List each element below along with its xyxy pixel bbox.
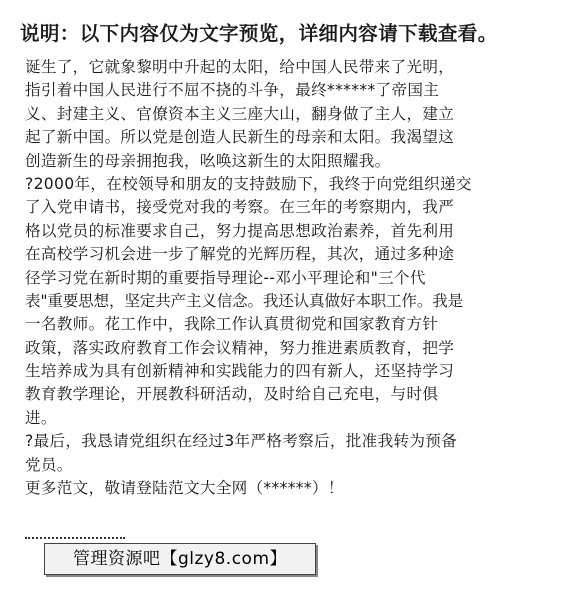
text-line: 创造新生的母亲拥抱我，吆唤这新生的太阳照耀我。	[25, 151, 391, 170]
text-line: 一名教师。花工作中，我除工作认真贯彻党和国家教育方针	[25, 315, 439, 334]
text-line: 教育教学理论，开展教科研活动，及时给自己充电，与时俱	[25, 385, 439, 404]
text-line: 义、封建主义、官僚资本主义三座大山，翻身做了主人，建立	[25, 104, 455, 123]
text-line: 生培养成为具有创新精神和实践能力的四有新人，还坚持学习	[25, 362, 455, 381]
text-line: 径学习党在新时期的重要指导理论--邓小平理论和"三个代	[25, 268, 426, 287]
text-line: 指引着中国人民进行不屈不挠的斗争，最终******了帝国主	[25, 81, 440, 100]
text-line: 诞生了，它就象黎明中升起的太阳，给中国人民带来了光明，	[25, 58, 455, 76]
text-line: 政策，落实政府教育工作会议精神，努力推进素质教育，把学	[25, 338, 455, 357]
text-line: 在高校学习机会进一步了解党的光辉历程，其次，通过多种途	[25, 245, 455, 264]
text-line: ?最后，我恳请党组织在经过3年严格考察后，批准我转为预备	[25, 432, 458, 451]
text-line: 更多范文，敬请登陆范文大全网（******）！	[25, 479, 344, 498]
preview-notice: 说明：以下内容仅为文字预览，详细内容请下载查看。	[20, 22, 498, 45]
document-body	[25, 56, 555, 500]
text-line: 党员。	[25, 455, 73, 474]
text-line: 起了新中国。所以党是创造人民新生的母亲和太阳。我渴望这	[25, 128, 455, 147]
text-line: ?2000年，在校领导和朋友的支持鼓励下，我终于向党组织递交	[25, 174, 472, 193]
text-line: 进。	[25, 408, 57, 427]
text-line: 表"重要思想，坚定共产主义信念。我还认真做好本职工作。我是	[25, 291, 463, 310]
text-line: 格以党员的标准要求自己，努力提高思想政治素养，首先利用	[25, 221, 455, 240]
text-line: 了入党申请书，接受党对我的考察。在三年的考察期内，我严	[25, 198, 455, 217]
site-link-button[interactable]: 管理资源吧【glzy8.com】	[44, 543, 316, 575]
